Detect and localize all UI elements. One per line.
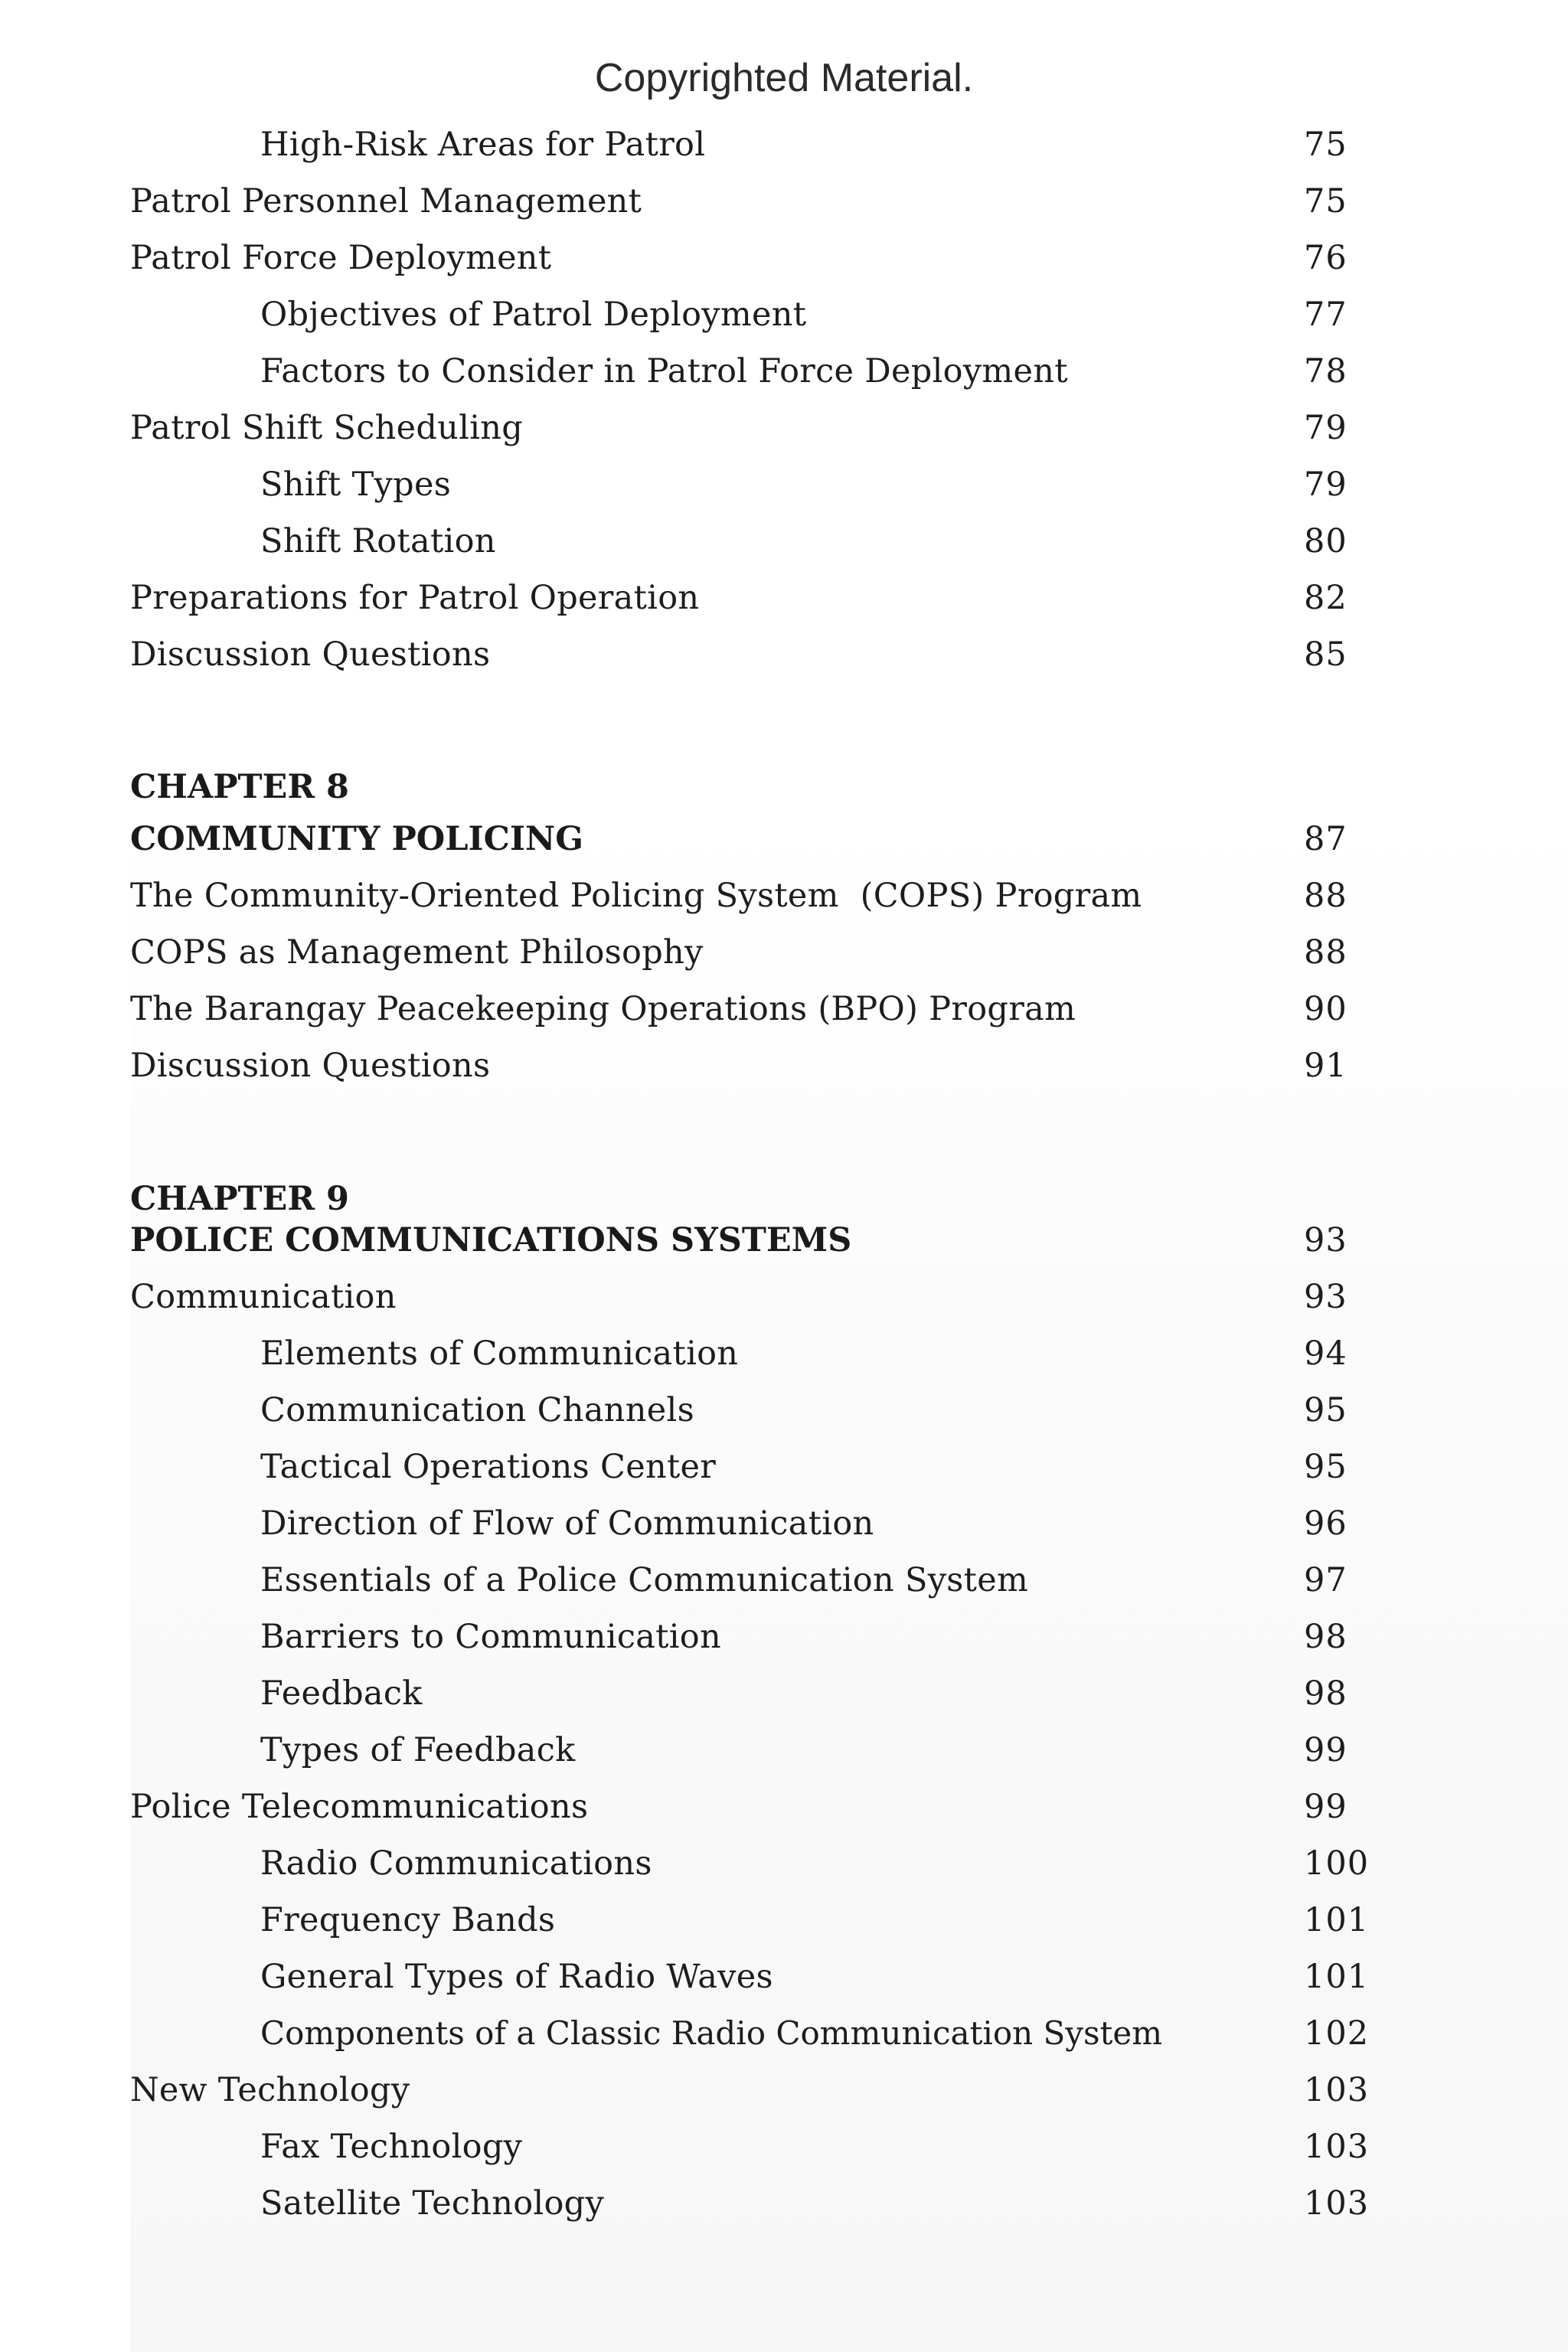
toc-entry-page: 103 bbox=[1304, 2184, 1370, 2223]
toc-entry[interactable] bbox=[0, 1331, 1568, 1377]
chapter-8-title: COMMUNITY POLICING bbox=[130, 820, 583, 858]
toc-entry-page: 98 bbox=[1304, 1674, 1348, 1713]
toc-entry-title: Direction of Flow of Communication bbox=[260, 1504, 874, 1543]
toc-entry[interactable] bbox=[0, 1274, 1568, 1320]
toc-entry-title: Tactical Operations Center bbox=[260, 1448, 717, 1486]
toc-entry[interactable] bbox=[0, 1501, 1568, 1547]
toc-entry-page: 78 bbox=[1304, 352, 1348, 390]
toc-entry[interactable] bbox=[0, 405, 1568, 451]
toc-entry-page: 77 bbox=[1304, 296, 1348, 334]
toc-entry-page: 75 bbox=[1304, 182, 1348, 220]
toc-entry[interactable] bbox=[0, 1727, 1568, 1773]
toc-entry-title: Factors to Consider in Patrol Force Deployment bbox=[260, 352, 1068, 390]
copyright-banner: Copyrighted Material. bbox=[594, 56, 974, 100]
toc-entry-title: Radio Communications bbox=[260, 1844, 652, 1883]
toc-entry-title: General Types of Radio Waves bbox=[260, 1958, 773, 1996]
toc-entry-title: High-Risk Areas for Patrol bbox=[260, 126, 706, 164]
toc-entry[interactable] bbox=[0, 2067, 1568, 2113]
toc-entry[interactable] bbox=[0, 1444, 1568, 1490]
toc-entry-title: Patrol Force Deployment bbox=[130, 239, 552, 277]
toc-entry-title: Barriers to Communication bbox=[260, 1618, 721, 1656]
toc-entry-title: Types of Feedback bbox=[260, 1731, 576, 1769]
toc-entry-page: 82 bbox=[1304, 579, 1348, 617]
toc-entry[interactable] bbox=[0, 2180, 1568, 2226]
toc-entry[interactable] bbox=[0, 462, 1568, 508]
toc-entry-page: 95 bbox=[1304, 1391, 1348, 1429]
toc-entry[interactable] bbox=[0, 2011, 1568, 2056]
toc-entry-page: 79 bbox=[1304, 466, 1348, 504]
toc-entry-title: Patrol Shift Scheduling bbox=[130, 409, 524, 447]
toc-entry-page: 93 bbox=[1304, 1278, 1348, 1316]
chapter-8-page: 87 bbox=[1304, 820, 1348, 858]
toc-entry[interactable] bbox=[0, 1387, 1568, 1433]
toc-entry-page: 101 bbox=[1304, 1901, 1370, 1939]
toc-entry-page: 99 bbox=[1304, 1731, 1348, 1769]
toc-entry-page: 102 bbox=[1304, 2014, 1370, 2053]
toc-entry-title: Frequency Bands bbox=[260, 1901, 556, 1939]
toc-entry[interactable] bbox=[0, 986, 1568, 1032]
chapter-9-page: 93 bbox=[1304, 1221, 1348, 1259]
toc-entry[interactable] bbox=[0, 2124, 1568, 2170]
toc-entry-title: Feedback bbox=[260, 1674, 423, 1713]
toc-entry-title: Components of a Classic Radio Communication System bbox=[260, 2014, 1163, 2052]
toc-entry-page: 103 bbox=[1304, 2128, 1370, 2166]
toc-entry-title: Satellite Technology bbox=[260, 2184, 605, 2223]
chapter-8-label: CHAPTER 8 bbox=[130, 768, 349, 806]
toc-entry[interactable] bbox=[0, 1671, 1568, 1717]
toc-entry-page: 76 bbox=[1304, 239, 1348, 277]
toc-entry-page: 94 bbox=[1304, 1334, 1348, 1373]
toc-entry-page: 79 bbox=[1304, 409, 1348, 447]
toc-entry-page: 98 bbox=[1304, 1618, 1348, 1656]
toc-entry-title: Objectives of Patrol Deployment bbox=[260, 296, 807, 334]
toc-entry-title: Preparations for Patrol Operation bbox=[130, 579, 700, 617]
toc-entry[interactable] bbox=[0, 518, 1568, 564]
toc-entry-page: 95 bbox=[1304, 1448, 1348, 1486]
toc-entry-page: 101 bbox=[1304, 1958, 1370, 1996]
toc-entry[interactable] bbox=[0, 873, 1568, 919]
toc-entry-title: Patrol Personnel Management bbox=[130, 182, 642, 220]
toc-entry-page: 75 bbox=[1304, 126, 1348, 164]
toc-entry-page: 85 bbox=[1304, 635, 1348, 674]
chapter-9-heading[interactable] bbox=[0, 1217, 1568, 1263]
toc-entry-page: 90 bbox=[1304, 990, 1348, 1028]
toc-entry-title: Shift Types bbox=[260, 466, 452, 504]
toc-entry[interactable] bbox=[0, 348, 1568, 394]
toc-entry-title: Shift Rotation bbox=[260, 522, 496, 560]
toc-entry-title: Discussion Questions bbox=[130, 635, 491, 674]
toc-entry-title: COPS as Management Philosophy bbox=[130, 933, 704, 972]
toc-entry-page: 88 bbox=[1304, 933, 1348, 972]
toc-entry[interactable] bbox=[0, 1557, 1568, 1603]
toc-entry[interactable] bbox=[0, 235, 1568, 281]
toc-entry-title: The Community-Oriented Policing System (COPS) Program bbox=[130, 877, 1142, 915]
toc-entry[interactable] bbox=[0, 122, 1568, 168]
toc-entry[interactable] bbox=[0, 178, 1568, 224]
toc-entry-title: Police Telecommunications bbox=[130, 1788, 589, 1826]
chapter-9-label: CHAPTER 9 bbox=[130, 1180, 349, 1218]
toc-entry-title: Discussion Questions bbox=[130, 1047, 491, 1085]
toc-entry-title: Elements of Communication bbox=[260, 1334, 739, 1373]
toc-entry-page: 103 bbox=[1304, 2071, 1370, 2109]
toc-entry[interactable] bbox=[0, 1841, 1568, 1886]
toc-entry-page: 96 bbox=[1304, 1504, 1348, 1543]
toc-entry[interactable] bbox=[0, 1043, 1568, 1089]
toc-entry-title: Communication Channels bbox=[260, 1391, 694, 1429]
toc-entry[interactable] bbox=[0, 1897, 1568, 1943]
toc-entry-title: The Barangay Peacekeeping Operations (BPO) Program bbox=[130, 990, 1076, 1028]
toc-entry-page: 91 bbox=[1304, 1047, 1348, 1085]
toc-entry[interactable] bbox=[0, 575, 1568, 621]
toc-entry-page: 80 bbox=[1304, 522, 1348, 560]
toc-entry[interactable] bbox=[0, 1614, 1568, 1660]
toc-entry[interactable] bbox=[0, 929, 1568, 975]
toc-entry-page: 100 bbox=[1304, 1844, 1370, 1883]
chapter-8-heading[interactable] bbox=[0, 816, 1568, 862]
toc-entry-page: 97 bbox=[1304, 1561, 1348, 1599]
toc-entry[interactable] bbox=[0, 1954, 1568, 2000]
toc-entry-title: New Technology bbox=[130, 2071, 410, 2109]
toc-entry-title: Essentials of a Police Communication System bbox=[260, 1561, 1029, 1599]
toc-entry-page: 88 bbox=[1304, 877, 1348, 915]
chapter-9-title: POLICE COMMUNICATIONS SYSTEMS bbox=[130, 1221, 852, 1259]
toc-entry-title: Fax Technology bbox=[260, 2128, 523, 2166]
toc-entry[interactable] bbox=[0, 292, 1568, 338]
toc-entry[interactable] bbox=[0, 632, 1568, 678]
toc-entry-title: Communication bbox=[130, 1278, 397, 1316]
toc-entry-page: 99 bbox=[1304, 1788, 1348, 1826]
toc-entry[interactable] bbox=[0, 1784, 1568, 1830]
